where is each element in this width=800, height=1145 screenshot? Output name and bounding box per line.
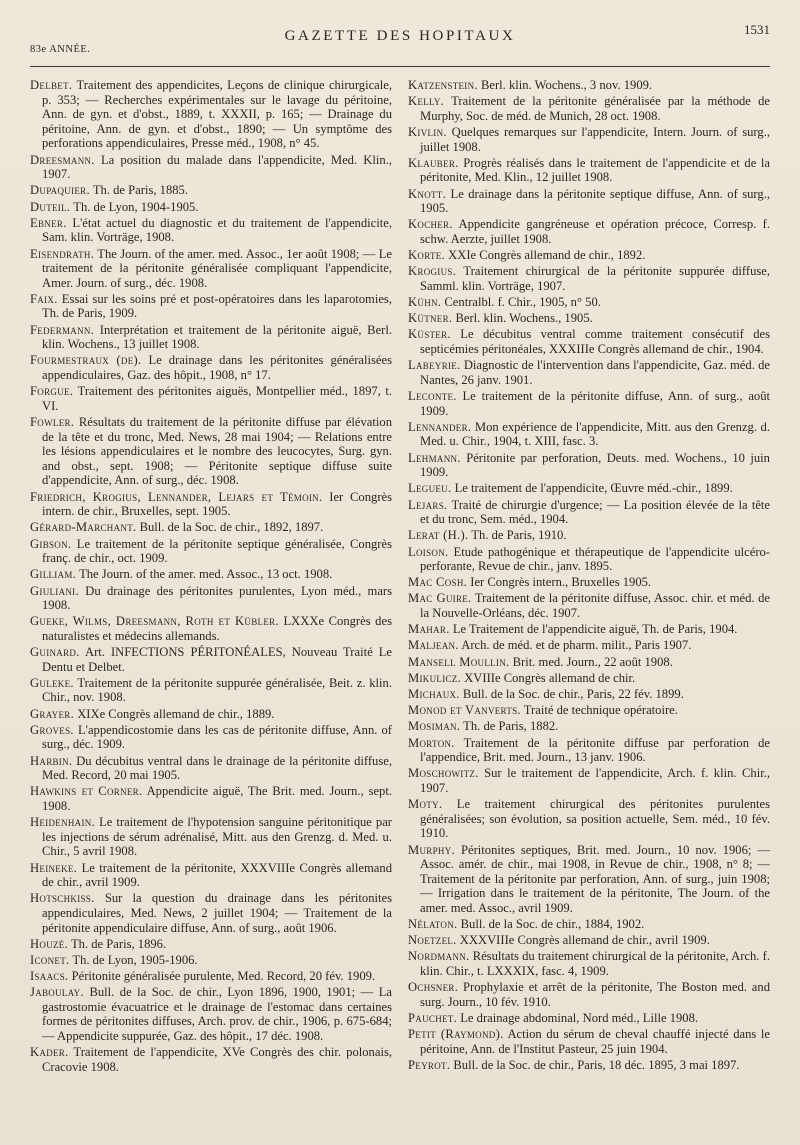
reference-text: Appendicite aiguë, The Brit. med. Journ., sept. 1908. <box>42 784 392 813</box>
reference-author: Kader. <box>30 1045 69 1060</box>
reference-entry <box>408 481 770 496</box>
reference-author: Ebner. <box>30 215 67 230</box>
reference-text: Centralbl. f. Chir., 1905, n° 50. <box>444 295 601 310</box>
reference-author: Harbin. <box>30 753 73 768</box>
reference-author: Ochsner. <box>408 980 459 995</box>
reference-text: Arch. de méd. et de pharm. milit., Paris 1907. <box>461 638 692 653</box>
reference-entry <box>408 687 770 702</box>
reference-author: Lehmann. <box>408 450 461 465</box>
reference-entry <box>30 953 392 968</box>
reference-text: Le drainage dans les péritonites généralisées appendiculaires, Gaz. des hôpit., 1908, n° 17. <box>42 353 393 383</box>
reference-author: Fowler. <box>30 415 75 429</box>
reference-entry <box>408 545 770 574</box>
reference-author: Mikulicz. <box>408 670 462 685</box>
reference-text: Péritonite généralisée purulente, Med. Record, 20 fév. 1909. <box>71 969 376 984</box>
reference-text: Le Traitement de l'appendicite aiguë, Th. de Paris, 1904. <box>452 622 738 637</box>
reference-author: Leconte. <box>408 389 457 403</box>
reference-entry <box>30 183 392 198</box>
reference-author: Kühn. <box>408 295 442 310</box>
reference-text: Bull. de la Soc. de chir., 1892, 1897. <box>139 520 324 535</box>
reference-author: Kütner. <box>408 311 453 326</box>
reference-text: Résultats du traitement chirurgical de la péritonite, Arch. f. klin. Chir., t. LXXXIX, fasc. 4, 1909. <box>420 949 770 979</box>
reference-entry <box>408 655 770 670</box>
reference-entry <box>30 415 392 488</box>
reference-entry <box>30 676 392 705</box>
reference-author: Labeyrie. <box>408 358 461 373</box>
reference-entry <box>30 292 392 321</box>
reference-entry <box>408 125 770 154</box>
reference-entry <box>408 528 770 543</box>
reference-author: Moschowitz. <box>408 766 479 781</box>
page-header <box>30 18 770 67</box>
reference-text: Traitement des péritonites aiguës, Montpellier méd., 1897, t. VI. <box>42 384 393 413</box>
reference-entry <box>408 451 770 480</box>
reference-text: L'appendicostomie dans les cas de péritonite diffuse, Ann. of surg., déc. 1909. <box>42 722 393 752</box>
reference-entry <box>30 723 392 752</box>
reference-text: Appendicite gangréneuse et opération précoce, Corresp. f. schw. Aerzte, juillet 1908. <box>420 217 770 246</box>
reference-text: Quelques remarques sur l'appendicite, Intern. Journ. of surg., juillet 1908. <box>420 124 770 154</box>
reference-author: Legueu. <box>408 481 452 496</box>
reference-entry <box>30 861 392 890</box>
reference-entry <box>30 353 392 382</box>
reference-author: Petit (Raymond). <box>408 1027 504 1042</box>
reference-text: Th. de Paris, 1882. <box>463 719 559 734</box>
reference-entry <box>30 247 392 291</box>
reference-entry <box>408 638 770 653</box>
reference-author: Krogius. <box>408 264 457 279</box>
reference-text: Traité de chirurgie d'urgence; — La position élevée de la tête et du tronc, Sem. méd., 1904. <box>420 497 771 527</box>
reference-entry <box>408 358 770 387</box>
reference-text: Traitement de l'appendicite, XVe Congrès des chir. polonais, Cracovie 1908. <box>42 1045 392 1074</box>
reference-author: Delbet. <box>30 78 73 92</box>
reference-entry <box>408 295 770 310</box>
reference-text: Th. de Lyon, 1905-1906. <box>72 952 198 967</box>
reference-author: Gérard-Marchant. <box>30 520 137 535</box>
reference-author: Mahar. <box>408 622 450 637</box>
reference-author: Morton. <box>408 735 455 750</box>
reference-author: Maljean. <box>408 638 459 653</box>
reference-text: Le drainage dans la péritonite septique diffuse, Ann. of surg., 1905. <box>420 186 770 216</box>
reference-author: Guinard. <box>30 645 80 660</box>
reference-author: Hawkins et Corner. <box>30 784 143 799</box>
reference-text: Traitement chirurgical de la péritonite suppurée diffuse, Samml. klin. Vorträge, 1907. <box>420 264 771 293</box>
reference-entry <box>408 980 770 1009</box>
reference-author: Heineke. <box>30 860 78 875</box>
reference-author: Peyrot. <box>408 1057 451 1072</box>
reference-text: Traitement des appendicites, Leçons de clinique chirurgicale, p. 353; — Recherches expérimentales sur le lavage du péritoine, Ann. de gyn. et d'obst., 1889, t. XXXII, p. 165; — Drainage du péritoine, Ann. de gyn. et d'obst., 1890; — Un symptôme des perforations appendiculaires, Presse méd., 1908, n° 45. <box>42 78 392 151</box>
reference-text: Traitement de la péritonite généralisée par la méthode de Murphy, Soc. de méd. de Munich, 28 oct. 1908. <box>420 94 771 123</box>
reference-text: Progrès réalisés dans le traitement de l'appendicite et de la péritonite, Med. Klin., 12 juillet 1908. <box>420 155 771 185</box>
reference-entry <box>408 94 770 123</box>
reference-author: Kocher. <box>408 217 453 232</box>
reference-author: Klauber. <box>408 155 459 170</box>
reference-author: Guleke. <box>30 675 74 690</box>
reference-text: Le traitement de l'hypotension sanguine péritonitique par les injections de sérum adrénalisé, Mitt. aus den Grenzg. d. Med. u. Chir., 5 avril 1908. <box>42 815 392 859</box>
edition-label: 83e ANNÉE. <box>30 44 91 55</box>
reference-entry <box>30 584 392 613</box>
reference-author: Faix. <box>30 291 58 306</box>
reference-text: Ier Congrès intern., Bruxelles 1905. <box>470 575 652 590</box>
reference-entry <box>30 200 392 215</box>
bibliography-columns <box>30 78 770 1128</box>
reference-entry <box>30 490 392 519</box>
reference-entry <box>30 985 392 1043</box>
reference-text: Le traitement de l'appendicite, Œuvre méd.-chir., 1899. <box>454 481 733 496</box>
reference-entry <box>30 754 392 783</box>
reference-text: Sur la question du drainage dans les péritonites appendiculaires, Med. News, 2 juillet 1904; — Traitement de la péritonite appendiculaire diffuse, Ann. of surg., août 1906. <box>42 891 392 935</box>
reference-entry <box>408 1058 770 1073</box>
reference-text: Du décubitus ventral dans le drainage de la péritonite diffuse, Med. Record, 20 mai 1905. <box>42 753 392 783</box>
reference-text: Bull. de la Soc. de chir., Paris, 22 fév. 1899. <box>462 687 684 701</box>
reference-entry <box>30 614 392 643</box>
reference-entry <box>408 420 770 449</box>
reference-text: Traitement de la péritonite diffuse, Assoc. chir. et méd. de la Nouvelle-Orléans, déc. 1907. <box>420 591 770 621</box>
reference-author: Forgue. <box>30 384 74 399</box>
reference-entry <box>408 156 770 185</box>
reference-author: Duteil. <box>30 199 71 214</box>
reference-entry <box>30 323 392 352</box>
reference-entry <box>30 520 392 535</box>
reference-entry <box>30 937 392 952</box>
reference-text: Th. de Paris, 1896. <box>70 936 167 951</box>
reference-author: Isaacs. <box>30 969 69 984</box>
reference-author: Korte. <box>408 248 446 263</box>
reference-entry <box>408 575 770 590</box>
reference-entry <box>30 969 392 984</box>
reference-author: Grayer. <box>30 706 75 721</box>
reference-entry <box>30 216 392 245</box>
reference-text: Brit. med. Journ., 22 août 1908. <box>512 654 673 669</box>
reference-text: Le drainage abdominal, Nord méd., Lille 1908. <box>460 1011 699 1025</box>
reference-text: Le décubitus ventral comme traitement consécutif des septicémies péritonéales, XXXIIIe Congrès allemand de chir., 1904. <box>420 327 770 357</box>
reference-text: Action du sérum de cheval chauffé injecté dans le péritoine, Ann. de l'Institut Pasteur, 25 juin 1904. <box>420 1027 770 1056</box>
reference-author: Hotschkiss. <box>30 891 95 906</box>
reference-author: Moty. <box>408 797 443 812</box>
reference-text: Résultats du traitement de la péritonite diffuse par élévation de la tête et du tronc, Med. News, 28 mai 1904; — Relations entre les lésions appendiculaires et le nombre des leucocytes, Surg. gyn. and obst., sept. 1908; — Péritonite septique diffuse suite d'appendicite, Ann. of surg., déc. 1908. <box>42 415 392 488</box>
reference-text: Péritonite par perforation, Deuts. med. Wochens., 10 juin 1909. <box>420 450 770 480</box>
reference-entry <box>30 645 392 674</box>
reference-entry <box>30 567 392 582</box>
reference-text: Péritonites septiques, Brit. med. Journ., 10 nov. 1906; — Assoc. amér. de chir., mai 1908, in Revue de chir., 1908, n° 8; — Traitement de la péritonite par perforation, Ann. of surg., juin 1908; — Irrigation dans le traitement de la péritonite, The Journ. of the amer. med. Assoc., avril 1909. <box>420 842 770 915</box>
reference-text: LXXXe Congrès des naturalistes et médecins allemands. <box>42 614 392 643</box>
reference-author: Jaboulay. <box>30 985 84 1000</box>
reference-text: Etude pathogénique et thérapeutique de l'appendicite ulcéro-perforante, Revue de chir., janv. 1895. <box>420 544 771 574</box>
reference-author: Lerat (H.). <box>408 528 469 543</box>
reference-text: The Journ. of the amer. med. Assoc., 13 oct. 1908. <box>79 567 333 582</box>
reference-author: Lennander. <box>408 419 472 434</box>
right-column <box>408 78 770 1128</box>
reference-author: Küster. <box>408 327 451 342</box>
reference-entry <box>408 311 770 326</box>
reference-author: Gueke, Wilms, Dreesmann, Roth et Kübler. <box>30 614 279 629</box>
reference-text: Bull. de la Soc. de chir., Lyon 1896, 1900, 1901; — La gastrostomie évacuatrice et le drainage de l'estomac dans certaines formes de péritonites diffuses, Arch. prov. de chir., 1906, p. 675-684; — Appendicite suppurée, Gaz. des hôpit., 17 déc. 1908. <box>42 985 392 1044</box>
reference-entry <box>408 389 770 418</box>
reference-author: Michaux. <box>408 687 460 701</box>
reference-entry <box>408 1011 770 1026</box>
reference-text: Berl. klin. Wochens., 3 nov. 1909. <box>481 78 653 92</box>
reference-entry <box>408 843 770 916</box>
reference-entry <box>408 736 770 765</box>
reference-entry <box>30 815 392 859</box>
reference-text: Ier Congrès intern. de chir., Bruxelles, sept. 1905. <box>42 489 393 519</box>
reference-text: Interprétation et traitement de la péritonite aiguë, Berl. klin. Wochens., 13 juillet 1908. <box>42 322 392 352</box>
reference-entry <box>408 766 770 795</box>
reference-author: Fourmestraux (de). <box>30 353 142 368</box>
reference-text: Essai sur les soins pré et post-opératoires dans les laparotomies, Th. de Paris, 1909. <box>42 291 392 321</box>
reference-entry <box>408 498 770 527</box>
reference-author: Eisendrath. <box>30 246 95 261</box>
reference-entry <box>408 949 770 978</box>
reference-text: Le traitement chirurgical des péritonites purulentes généralisées; son évolution, sa position actuelle, Sem. méd., 10 fév. 1910. <box>420 797 770 841</box>
reference-entry <box>30 1045 392 1074</box>
reference-text: Prophylaxie et arrêt de la péritonite, The Boston med. and surg. Journ., 10 fév. 1910. <box>420 980 770 1009</box>
reference-text: The Journ. of the amer. med. Assoc., 1er août 1908; — Le traitement de la péritonite généralisée compliquant l'appendicite, Amer. Journ. of surg., déc. 1908. <box>42 246 393 290</box>
reference-author: Groves. <box>30 722 74 737</box>
reference-author: Knott. <box>408 186 447 201</box>
reference-entry <box>30 891 392 935</box>
reference-author: Houzé. <box>30 936 69 951</box>
reference-entry <box>408 671 770 686</box>
reference-author: Mansell Moullin. <box>408 654 510 669</box>
reference-text: Bull. de la Soc. de chir., Paris, 18 déc. 1895, 3 mai 1897. <box>453 1057 740 1072</box>
reference-author: Mac Guire. <box>408 591 472 606</box>
reference-author: Loison. <box>408 544 449 559</box>
reference-entry <box>408 797 770 841</box>
page-number: 1531 <box>744 22 770 37</box>
reference-entry <box>30 384 392 413</box>
reference-author: Friedrich, Krogius, Lennander, Lejars et Témoin. <box>30 489 323 504</box>
reference-entry <box>30 707 392 722</box>
reference-text: XVIIIe Congrès allemand de chir. <box>464 670 636 685</box>
reference-entry <box>408 327 770 356</box>
reference-author: Dupaquier. <box>30 183 90 198</box>
reference-entry <box>408 264 770 293</box>
reference-text: Le traitement de la péritonite, XXXVIIIe Congrès allemand de chir., avril 1909. <box>42 860 392 890</box>
reference-author: Murphy. <box>408 842 455 857</box>
reference-text: XIXe Congrès allemand de chir., 1889. <box>77 706 275 721</box>
left-column <box>30 78 392 1128</box>
reference-entry <box>408 917 770 932</box>
reference-author: Kelly. <box>408 94 445 109</box>
reference-text: Du drainage des péritonites purulentes, Lyon méd., mars 1908. <box>42 583 393 613</box>
reference-entry <box>408 187 770 216</box>
reference-text: Diagnostic de l'intervention dans l'appendicite, Gaz. méd. de Nantes, 26 janv. 1901. <box>420 358 770 387</box>
reference-author: Mac Cosh. <box>408 575 468 590</box>
reference-entry <box>408 703 770 718</box>
reference-author: Mosiman. <box>408 719 461 734</box>
reference-text: Bull. de la Soc. de chir., 1884, 1902. <box>460 917 645 932</box>
reference-text: Th. de Paris, 1910. <box>471 528 567 543</box>
reference-entry <box>408 1027 770 1056</box>
reference-author: Lejars. <box>408 497 448 512</box>
reference-text: La position du malade dans l'appendicite, Med. Klin., 1907. <box>42 152 392 182</box>
reference-text: Art. INFECTIONS PÉRITONÉALES, Nouveau Traité Le Dentu et Delbet. <box>42 645 392 674</box>
reference-text: Berl. klin. Wochens., 1905. <box>455 311 593 326</box>
reference-author: Federmann. <box>30 322 95 337</box>
reference-entry <box>30 78 392 151</box>
reference-text: Traité de technique opératoire. <box>523 703 678 718</box>
reference-entry <box>30 537 392 566</box>
reference-entry <box>408 622 770 637</box>
reference-entry <box>30 784 392 813</box>
reference-text: XXXVIIIe Congrès allemand de chir., avril 1909. <box>459 933 710 948</box>
reference-text: Traitement de la péritonite suppurée généralisée, Beit. z. klin. Chir., nov. 1908. <box>42 675 392 705</box>
reference-text: Traitement de la péritonite diffuse par perforation de l'appendice, Brit. med. Journ., 13 janv. 1906. <box>420 735 771 765</box>
reference-text: Mon expérience de l'appendicite, Mitt. aus den Grenzg. d. Med. u. Chir., 1904, t. XIII, fasc. 3. <box>420 419 770 449</box>
reference-entry <box>408 217 770 246</box>
reference-author: Gilliam. <box>30 567 77 582</box>
reference-entry <box>408 248 770 263</box>
reference-text: L'état actuel du diagnostic et du traitement de l'appendicite, Sam. klin. Vorträge, 1908. <box>42 215 392 245</box>
reference-text: Sur le traitement de l'appendicite, Arch. f. klin. Chir., 1907. <box>420 766 770 795</box>
reference-author: Noetzel. <box>408 933 457 948</box>
reference-author: Giuliani. <box>30 583 79 598</box>
reference-entry <box>408 933 770 948</box>
reference-entry <box>408 591 770 620</box>
reference-author: Heidenhain. <box>30 815 96 830</box>
reference-author: Nélaton. <box>408 917 458 932</box>
reference-entry <box>30 153 392 182</box>
reference-author: Gibson. <box>30 536 72 551</box>
reference-author: Pauchet. <box>408 1011 458 1025</box>
reference-author: Dreesmann. <box>30 152 95 167</box>
journal-title: GAZETTE DES HOPITAUX <box>284 28 516 44</box>
reference-text: XXIe Congrès allemand de chir., 1892. <box>448 248 646 263</box>
reference-entry <box>408 78 770 93</box>
reference-author: Iconet. <box>30 952 70 967</box>
reference-text: Le traitement de la péritonite septique généralisée, Congrès franç. de chir., oct. 1909. <box>42 536 392 566</box>
reference-author: Nordmann. <box>408 949 470 964</box>
reference-author: Monod et Vanverts. <box>408 703 521 718</box>
reference-text: Th. de Paris, 1885. <box>92 183 188 198</box>
reference-author: Kivlin. <box>408 124 447 139</box>
reference-entry <box>408 719 770 734</box>
reference-text: Le traitement de la péritonite diffuse, Ann. of surg., août 1909. <box>420 389 770 418</box>
reference-author: Katzenstein. <box>408 78 478 92</box>
reference-text: Th. de Lyon, 1904-1905. <box>73 199 199 214</box>
